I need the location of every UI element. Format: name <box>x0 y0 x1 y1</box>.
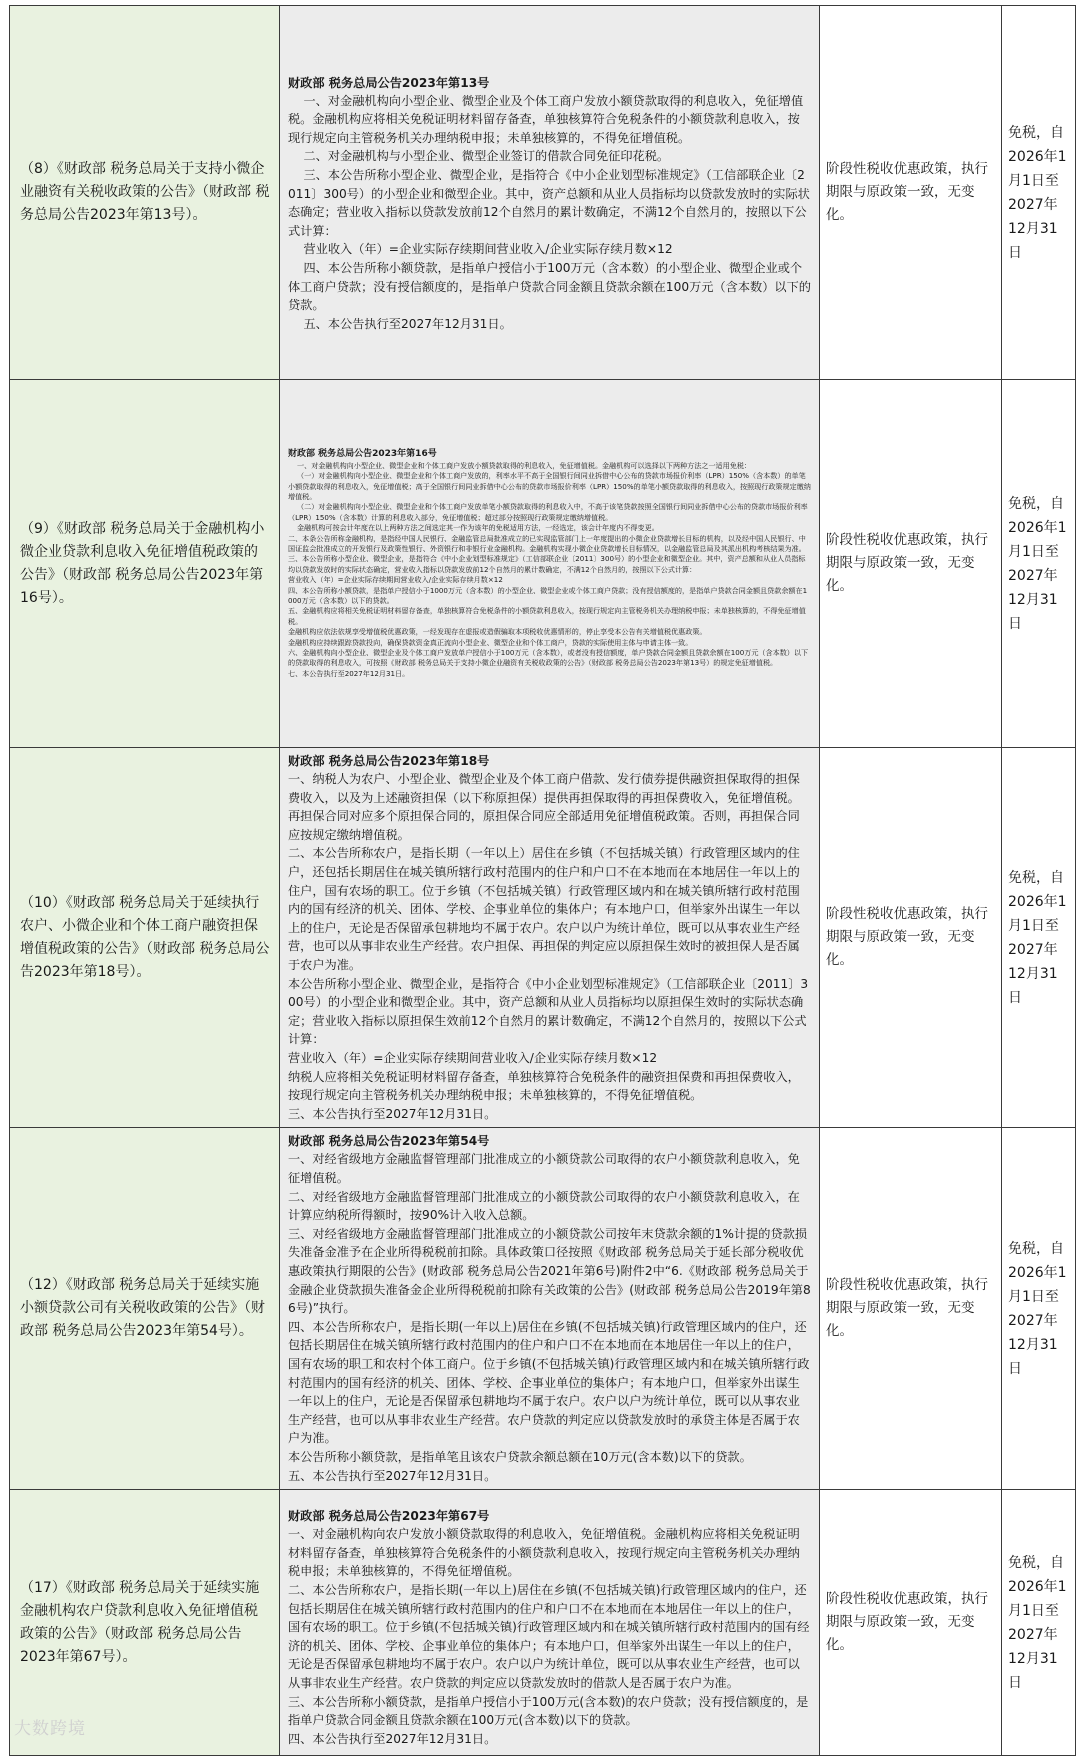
policy-title: （9）《财政部 税务总局关于金融机构小微企业贷款利息收入免征增值税政策的公告》（财政部 税务总局公告2023年第16号）。 <box>10 380 280 748</box>
content-paragraph: 营业收入（年）=企业实际存续期间营业收入/企业实际存续月数×12 <box>288 1050 658 1065</box>
announcement-heading: 财政部 税务总局公告2023年第13号 <box>288 75 490 90</box>
policy-content <box>280 1128 820 1490</box>
announcement-heading: 财政部 税务总局公告2023年第54号 <box>288 1134 490 1149</box>
content-paragraph: 金融机构可按会计年度在以上两种方法之间选定其一作为该年的免税适用方法，一经选定，该会计年度内不得变更。 <box>288 523 659 533</box>
content-paragraph: 一、对金融机构向小型企业、微型企业和个体工商户发放小额贷款取得的利息收入，免征增值税。金融机构可以选择以下两种方法之一适用免税： <box>288 460 752 470</box>
content-paragraph: 纳税人应将相关免税证明材料留存备查，单独核算符合免税条件的融资担保费和再担保费收入，按现行规定向主管税务机关办理纳税申报；未单独核算的，不得免征增值税。 <box>288 1069 800 1103</box>
announcement-heading: 财政部 税务总局公告2023年第16号 <box>288 448 437 459</box>
content-paragraph: 四、本公告所称小额贷款，是指单户授信小于100万元（含本数）的小型企业、微型企业或个体工商户贷款；没有授信额度的，是指单户贷款合同金额且贷款余额在100万元（含本数）以下的贷款。 <box>288 260 811 313</box>
announcement-heading: 财政部 税务总局公告2023年第18号 <box>288 754 490 768</box>
change-note: 阶段性税收优惠政策，执行期限与原政策一致，无变化。 <box>820 1128 1002 1490</box>
content-paragraph: 本公告所称小型企业、微型企业，是指符合《中小企业划型标准规定》（工信部联企业〔2011〕300号）的小型企业和微型企业。其中，资产总额和从业人员指标均以原担保生效时的实际状态确定；营业收入指标以原担保生效前12个自然月的累计数确定，不满12个自然月的，按照以下公式计算： <box>288 976 809 1047</box>
change-note: 阶段性税收优惠政策，执行期限与原政策一致，无变化。 <box>820 748 1002 1128</box>
effective-period: 免税，自2026年1月1日至2027年12月31日 <box>1002 6 1076 380</box>
table-row <box>10 748 1076 1128</box>
watermark-logo: 大数跨境 <box>14 1719 86 1739</box>
content-paragraph: 金融机构应依法依规享受增值税优惠政策，一经发现存在虚报或造假骗取本项税收优惠情形的，停止享受本公告有关增值税优惠政策。 <box>288 627 707 637</box>
content-paragraph: 营业收入（年）=企业实际存续期间营业收入/企业实际存续月数×12 <box>288 575 503 585</box>
content-paragraph: 六、金融机构向小型企业、微型企业及个体工商户发放单户授信小于100万元（含本数），或者没有授信额度，单户贷款合同金额且贷款余额在100万元（含本数）以下的贷款取得的利息收入，可按照《财政部 税务总局关于支持小微企业融资有关税收政策的公告》（财政部 税务总局公告2023年第13号）的规定免征增值税。 <box>288 648 809 668</box>
content-paragraph: 四、本公告所称小额贷款，是指单户授信小于1000万元（含本数）的小型企业、微型企业或个体工商户贷款；没有授信额度的，是指单户贷款合同金额且贷款余额在1000万元（含本数）以下的贷款。 <box>288 585 808 606</box>
policy-title: （10）《财政部 税务总局关于延续执行农户、小微企业和个体工商户融资担保增值税政策的公告》（财政部 税务总局公告2023年第18号）。 <box>10 748 280 1128</box>
announcement-heading: 财政部 税务总局公告2023年第67号 <box>288 1509 490 1524</box>
change-note: 阶段性税收优惠政策，执行期限与原政策一致，无变化。 <box>820 380 1002 748</box>
content-paragraph: 五、金融机构应将相关免税证明材料留存备查，单独核算符合免税条件的小额贷款利息收入，按现行规定向主管税务机关办理纳税申报；未单独核算的，不得免征增值税。 <box>288 606 806 626</box>
content-paragraph: 二、本公告所称农户，是指长期（一年以上）居住在乡镇（不包括城关镇）行政管理区域内的住户，还包括长期居住在城关镇所辖行政村范围内的住户和户口不在本地而在本地居住一年以上的住户，国有农场的职工。位于乡镇（不包括城关镇）行政管理区域内和在城关镇所辖行政村范围内的国有经济的机关、团体、学校、企事业单位的集体户；有本地户口，但举家外出谋生一年以上的住户，无论是否保留承包耕地均不属于农户。农户以户为统计单位，既可以从事农业生产经营，也可以从事非农业生产经营。农户担保、再担保的判定应以原担保生效时的被担保人是否属于农户为准。 <box>288 846 800 972</box>
table-row <box>10 1128 1076 1490</box>
content-paragraph: 四、本公告所称农户，是指长期(一年以上)居住在乡镇(不包括城关镇)行政管理区域内的住户，还包括长期居住在城关镇所辖行政村范围内的住户和户口不在本地而在本地居住一年以上的住户，国有农场的职工和农村个体工商户。位于乡镇(不包括城关镇)行政管理区域内和在城关镇所辖行政村范围内的国有经济的机关、团体、学校、企事业单位的集体户；有本地户口，但举家外出谋生一年以上的住户，无论是否保留承包耕地均不属于农户。农户以户为统计单位，既可以从事农业生产经营，也可以从事非农业生产经营。农户贷款的判定应以贷款发放时的承贷主体是否属于农户为准。 <box>288 1319 810 1446</box>
content-paragraph: 一、对经省级地方金融监督管理部门批准成立的小额贷款公司取得的农户小额贷款利息收入，免征增值税。 <box>288 1152 800 1186</box>
effective-period: 免税，自2026年1月1日至2027年12月31日 <box>1002 748 1076 1128</box>
effective-period: 免税，自2026年1月1日至2027年12月31日 <box>1002 380 1076 748</box>
change-note: 阶段性税收优惠政策，执行期限与原政策一致，无变化。 <box>820 1490 1002 1756</box>
table-row <box>10 380 1076 748</box>
effective-period: 免税，自2026年1月1日至2027年12月31日 <box>1002 1128 1076 1490</box>
content-paragraph: 五、本公告执行至2027年12月31日。 <box>288 1468 497 1483</box>
policy-table <box>9 5 1076 1756</box>
content-paragraph: 本公告所称小额贷款，是指单笔且该农户贷款余额总额在10万元(含本数)以下的贷款。 <box>288 1449 752 1464</box>
content-paragraph: 一、纳税人为农户、小型企业、微型企业及个体工商户借款、发行债券提供融资担保取得的担保费收入，以及为上述融资担保（以下称原担保）提供再担保取得的再担保费收入，免征增值税。再担保合同对应多个原担保合同的，原担保合同应全部适用免征增值税政策。否则，再担保合同应按规定缴纳增值税。 <box>288 772 800 842</box>
content-paragraph: 二、对经省级地方金融监督管理部门批准成立的小额贷款公司取得的农户小额贷款利息收入，在计算应纳税所得额时，按90%计入收入总额。 <box>288 1189 800 1223</box>
policy-title: （8）《财政部 税务总局关于支持小微企业融资有关税收政策的公告》（财政部 税务总局公告2023年第13号）。 <box>10 6 280 380</box>
content-paragraph: 三、本公告所称小额贷款，是指单户授信小于100万元(含本数)的农户贷款；没有授信额度的，是指单户贷款合同金额且贷款余额在100万元(含本数)以下的贷款。 <box>288 1694 809 1728</box>
table-row <box>10 6 1076 380</box>
content-paragraph: （二）对金融机构向小型企业、微型企业和个体工商户发放单笔小额贷款取得的利息收入中，不高于该笔贷款按照全国银行间同业拆借中心公布的贷款市场报价利率（LPR）150%（含本数）计算的利息收入部分，免征增值税；超过部分按照现行政策规定缴纳增值税。 <box>288 502 808 522</box>
content-paragraph: 一、对金融机构向小型企业、微型企业及个体工商户发放小额贷款取得的利息收入，免征增值税。金融机构应将相关免税证明材料留存备查，单独核算符合免税条件的小额贷款利息收入，按现行规定向主管税务机关办理纳税申报；未单独核算的，不得免征增值税。 <box>288 93 804 145</box>
change-note: 阶段性税收优惠政策，执行期限与原政策一致，无变化。 <box>820 6 1002 380</box>
content-paragraph: 金融机构应持续跟踪贷款投向，确保贷款资金真正流向小型企业、微型企业和个体工商户，贷款的实际使用主体与申请主体一致。 <box>288 637 693 647</box>
content-paragraph: 二、本公告所称农户，是指长期(一年以上)居住在乡镇(不包括城关镇)行政管理区域内的住户，还包括长期居住在城关镇所辖行政村范围内的住户和户口不在本地而在本地居住一年以上的住户，国有农场的职工。位于乡镇(不包括城关镇)行政管理区域内和在城关镇所辖行政村范围内的国有经济的机关、团体、学校、企事业单位的集体户；有本地户口，但举家外出谋生一年以上的住户，无论是否保留承包耕地均不属于农户。农户以户为统计单位，既可以从事农业生产经营，也可以从事非农业生产经营。农户贷款的判定应以贷款发放时的借款人是否属于农户为准。 <box>288 1583 810 1690</box>
content-paragraph: 三、本公告所称小型企业、微型企业，是指符合《中小企业划型标准规定》（工信部联企业〔2011〕300号）的小型企业和微型企业。其中，资产总额和从业人员指标均以贷款发放时的实际状态确定；营业收入指标以贷款发放前12个自然月的累计数确定，不满12个自然月的，按照以下公式计算： <box>288 168 810 238</box>
content-paragraph: 二、对金融机构与小型企业、微型企业签订的借款合同免征印花税。 <box>288 149 670 164</box>
content-paragraph: 三、本公告所称小型企业、微型企业，是指符合《中小企业划型标准规定》（工信部联企业〔2011〕300号）的小型企业和微型企业。其中，资产总额和从业人员指标均以贷款发放时的实际状态确定，营业收入指标以贷款发放前12个自然月的累计数确定，不满12个自然月的，按照以下公式计算： <box>288 554 806 574</box>
content-paragraph: 三、对经省级地方金融监督管理部门批准成立的小额贷款公司按年末贷款余额的1%计提的贷款损失准备金准予在企业所得税税前扣除。具体政策口径按照《财政部 税务总局关于延长部分税收优惠政策执行期限的公告》(财政部 税务总局公告2021年第6号)附件2中“6.《财政部 税务总局关于金融企业贷款损失准备金企业所得税税前扣除有关政策的公告》(财政部 税务总局公告2019年第86号)”执行。 <box>288 1226 811 1316</box>
content-paragraph: 营业收入（年）=企业实际存续期间营业收入/企业实际存续月数×12 <box>288 242 673 257</box>
policy-content <box>280 748 820 1128</box>
policy-title: （12）《财政部 税务总局关于延续实施小额贷款公司有关税收政策的公告》（财政部 税务总局公告2023年第54号）。 <box>10 1128 280 1490</box>
policy-content <box>280 380 820 748</box>
policy-content <box>280 6 820 380</box>
content-paragraph: 四、本公告执行至2027年12月31日。 <box>288 1731 497 1746</box>
effective-period: 免税，自2026年1月1日至2027年12月31日 <box>1002 1490 1076 1756</box>
content-paragraph: （一）对金融机构向小型企业、微型企业和个体工商户发放的，利率水平不高于全国银行间同业拆借中心公布的贷款市场报价利率（LPR）150%（含本数）的单笔小额贷款取得的利息收入，免征增值税；高于全国银行间同业拆借中心公布的贷款市场报价利率（LPR）150%的单笔小额贷款取得的利息收入，按照现行政策规定缴纳增值税。 <box>288 471 811 501</box>
content-paragraph: 七、本公告执行至2027年12月31日。 <box>288 668 410 678</box>
policy-content <box>280 1490 820 1756</box>
content-paragraph: 二、本条公告所称金融机构，是指经中国人民银行、金融监管总局批准成立的已实现监管部门上一年度提出的小微企业贷款增长目标的机构，以及经中国人民银行、中国证监会批准成立的开发银行及政策性银行、外资银行和非银行业金融机构。金融机构实现小微企业贷款增长目标情况，以金融监管总局及其派出机构考核结果为准。 <box>288 533 806 553</box>
policy-title: （17）《财政部 税务总局关于延续实施金融机构农户贷款利息收入免征增值税政策的公告》（财政部 税务总局公告2023年第67号）。 <box>10 1490 280 1756</box>
table-row <box>10 1490 1076 1756</box>
content-paragraph: 三、本公告执行至2027年12月31日。 <box>288 1106 497 1121</box>
content-paragraph: 一、对金融机构向农户发放小额贷款取得的利息收入，免征增值税。金融机构应将相关免税证明材料留存备查，单独核算符合免税条件的小额贷款利息收入，按现行规定向主管税务机关办理纳税申报；未单独核算的，不得免征增值税。 <box>288 1527 800 1579</box>
content-paragraph: 五、本公告执行至2027年12月31日。 <box>288 316 512 331</box>
